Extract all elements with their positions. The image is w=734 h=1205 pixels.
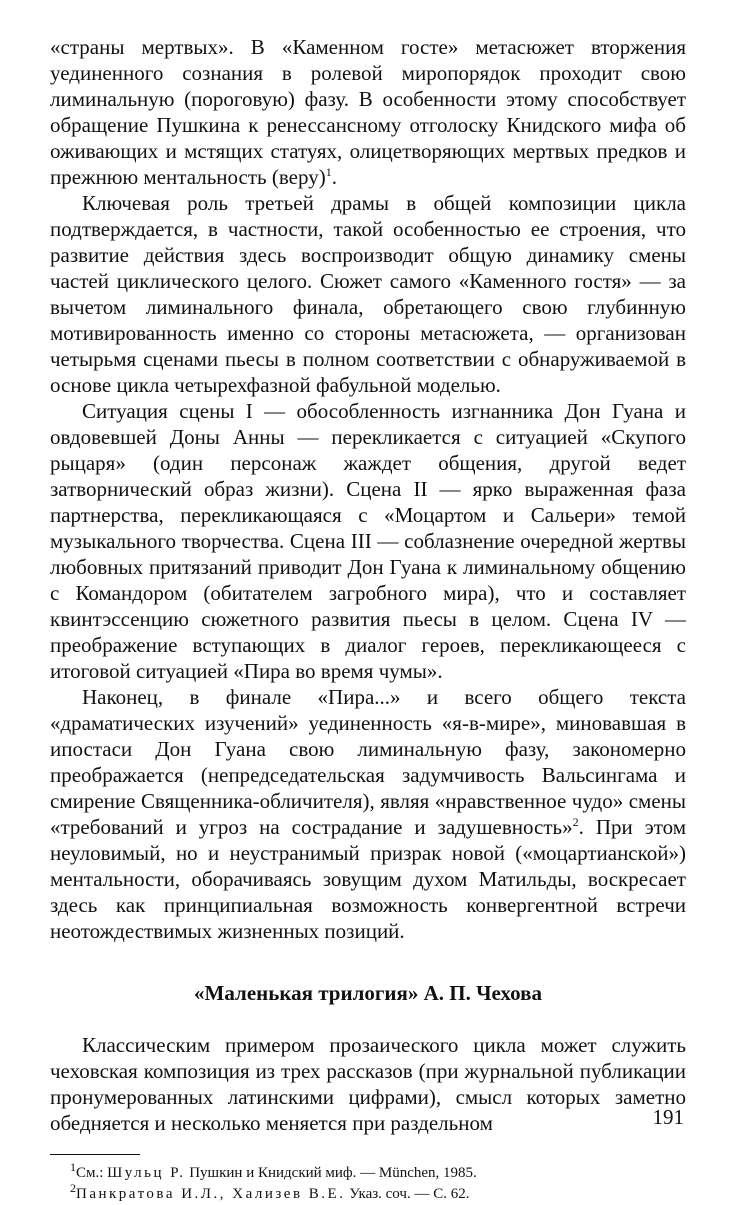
paragraph-1-end: .: [331, 165, 337, 189]
closing-paragraph: Классическим примером прозаического цикла может служить чеховская композиция из трех рассказов (при журнальной публикации пронумерованных латинскими цифрами), смысл которых заметно обедняется и несколько меняется при раздельном: [50, 1033, 686, 1135]
footnote-2: [50, 1181, 686, 1205]
footnote-1-rest: Пушкин и Книдский миф. — München, 1985.: [185, 1165, 477, 1181]
page-content: [50, 34, 686, 1205]
footnote-2-author: Панкратова И.Л., Хализев В.Е.: [76, 1186, 346, 1202]
footnote-ref-1[interactable]: 1: [325, 165, 332, 179]
paragraph-2-text: Ключевая роль третьей драмы в общей композиции цикла подтверждается, в частности, такой особенностью ее строения, что развитие действия здесь воспроизводит общую динамику смены частей циклического целого. Сюжет самого «Каменного гостя» — за вычетом лиминального финала, обретающего свою глубинную мотивированность именно со стороны метасюжета, — организован четырьмя сценами пьесы в полном соответствии с обнаруживаемой в основе цикла четырехфазной фабульной моделью.: [50, 191, 686, 397]
paragraph-4-text: Наконец, в финале «Пира...» и всего общего текста «драматических изучений» уединенность «я-в-мире», миновавшая в ипостаси Дон Гуана свою лиминальную фазу, закономерно преображается (непредседательская задумчивость Вальсингама и смирение Священника-обличителя), являя «нравственное чудо» смены «требований и угроз на сострадание и задушевность»: [50, 685, 686, 839]
footnote-mark-2: 2: [70, 1181, 76, 1195]
footnote-ref-2[interactable]: 2: [572, 815, 579, 829]
footnote-1-author: Шульц Р.: [107, 1165, 186, 1181]
footnote-1-lead: См.:: [76, 1165, 108, 1181]
page-number: 191: [652, 1105, 684, 1129]
paragraph-3: [50, 398, 686, 684]
paragraph-3-text: Ситуация сцены I — обособленность изгнанника Дон Гуана и овдовевшей Доны Анны — перекликается с ситуацией «Скупого рыцаря» (один персонаж жаждет общения, другой ведет затворнический образ жизни). Сцена II — ярко выраженная фаза партнерства, перекликающаяся с «Моцартом и Сальери» темой музыкального творчества. Сцена III — соблазнение очередной жертвы любовных притязаний приводит Дон Гуана к лиминальному общению с Командором (обитателем загробного мира), что и составляет квинтэссенцию сюжетного развития пьесы в целом. Сцена IV — преображение вступающих в диалог героев, перекликающееся с итоговой ситуацией «Пира во время чумы».: [50, 399, 686, 683]
paragraph-1-text: «страны мертвых». В «Каменном госте» метасюжет вторжения уединенного сознания в ролевой миропорядок проходит свою лиминальную (пороговую) фазу. В особенности этому способствует обращение Пушкина к ренессансному отголоску Книдского мифа об оживающих и мстящих статуях, олицетворяющих мертвых предков и прежнюю ментальность (веру): [50, 35, 686, 189]
footnote-2-rest: Указ. соч. — С. 62.: [345, 1186, 470, 1202]
footnote-divider: [50, 1154, 140, 1155]
paragraph-4: [50, 684, 686, 944]
paragraph-1: [50, 34, 686, 190]
footnote-1: [50, 1160, 686, 1184]
paragraph-4-end: . При этом неуловимый, но и неустранимый призрак новой («моцартианской») ментальности, оборачиваясь зовущим духом Матильды, воскресает здесь как принципиальная возможность конвергентной встречи неотождествимых жизненных позиций.: [50, 815, 686, 943]
section-heading: «Маленькая трилогия» А. П. Чехова: [194, 981, 542, 1005]
paragraph-2: [50, 190, 686, 398]
footnote-mark-1: 1: [70, 1160, 76, 1174]
